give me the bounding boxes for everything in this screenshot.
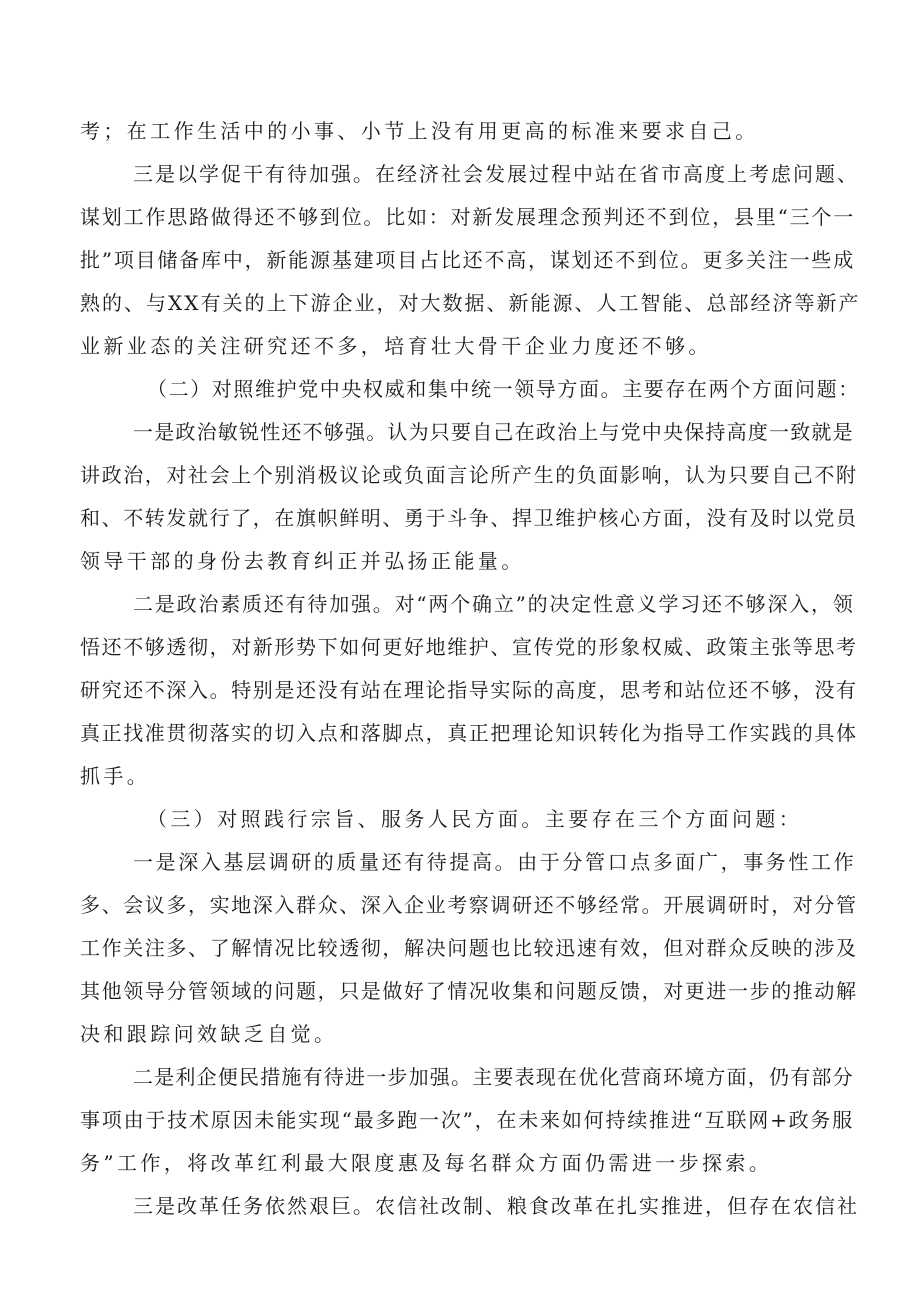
text-line: 考；在工作生活中的小事、小节上没有用更高的标准来要求自己。 [80,119,759,143]
text-line: 谋划工作思路做得还不够到位。比如：对新发展理念预判还不到位，县里“三个一 [80,205,856,229]
text-line: 悟还不够透彻，对新形势下如何更好地维护、宣传党的形象权威、政策主张等思考 [80,635,858,659]
section-heading: （二）对照维护党中央权威和集中统一领导方面。主要存在两个方面问题： [147,377,860,401]
text-line: 务”工作，将改革红利最大限度惠及每名群众方面仍需进一步探索。 [80,1151,773,1175]
text-line: 批”项目储备库中，新能源基建项目占比还不高，谋划还不到位。更多关注一些成 [80,248,856,272]
text-line: 二是利企便民措施有待进一步加强。主要表现在优化营商环境方面，仍有部分 [133,1065,854,1089]
text-line: 事项由于技术原因未能实现“最多跑一次”，在未来如何持续推进“互联网+政务服 [80,1108,855,1132]
text-line: 业新业态的关注研究还不多，培育壮大骨干企业力度还不够。 [80,334,712,358]
text-line: 领导干部的身份去教育纠正并弘扬正能量。 [80,549,525,573]
text-line: 二是政治素质还有待加强。对“两个确立”的决定性意义学习还不够深入，领 [133,592,855,616]
text-line: 抓手。 [80,764,151,788]
text-line: 讲政治，对社会上个别消极议论或负面言论所产生的负面影响，认为只要自己不附 [80,463,858,487]
text-line: 三是改革任务依然艰巨。农信社改制、粮食改革在扎实推进，但存在农信社 [133,1194,859,1218]
text-line: 三是以学促干有待加强。在经济社会发展过程中站在省市高度上考虑问题、 [133,162,859,186]
text-line: 一是深入基层调研的质量还有待提高。由于分管口点多面广，事务性工作 [133,850,857,874]
section-heading: （三）对照践行宗旨、服务人民方面。主要存在三个方面问题： [147,807,803,831]
text-line: 多、会议多，实地深入群众、深入企业考察调研还不够经常。开展调研时，对分管 [80,893,858,917]
text-line: 熟的、与XX有关的上下游企业，对大数据、新能源、人工智能、总部经济等新产 [80,291,861,315]
text-line: 一是政治敏锐性还不够强。认为只要自己在政治上与党中央保持高度一致就是 [133,420,854,444]
text-line: 工作关注多、了解情况比较透彻，解决问题也比较迅速有效，但对群众反映的涉及 [80,936,858,960]
text-line: 其他领导分管领域的问题，只是做好了情况收集和问题反馈，对更进一步的推动解 [80,979,858,1003]
text-line: 决和跟踪问效缺乏自觉。 [80,1022,338,1046]
text-line: 研究还不深入。特别是还没有站在理论指导实际的高度，思考和站位还不够，没有 [80,678,858,702]
text-line: 和、不转发就行了，在旗帜鲜明、勇于斗争、捍卫维护核心方面，没有及时以党员 [80,506,858,530]
text-line: 真正找准贯彻落实的切入点和落脚点，真正把理论知识转化为指导工作实践的具体 [80,721,858,745]
